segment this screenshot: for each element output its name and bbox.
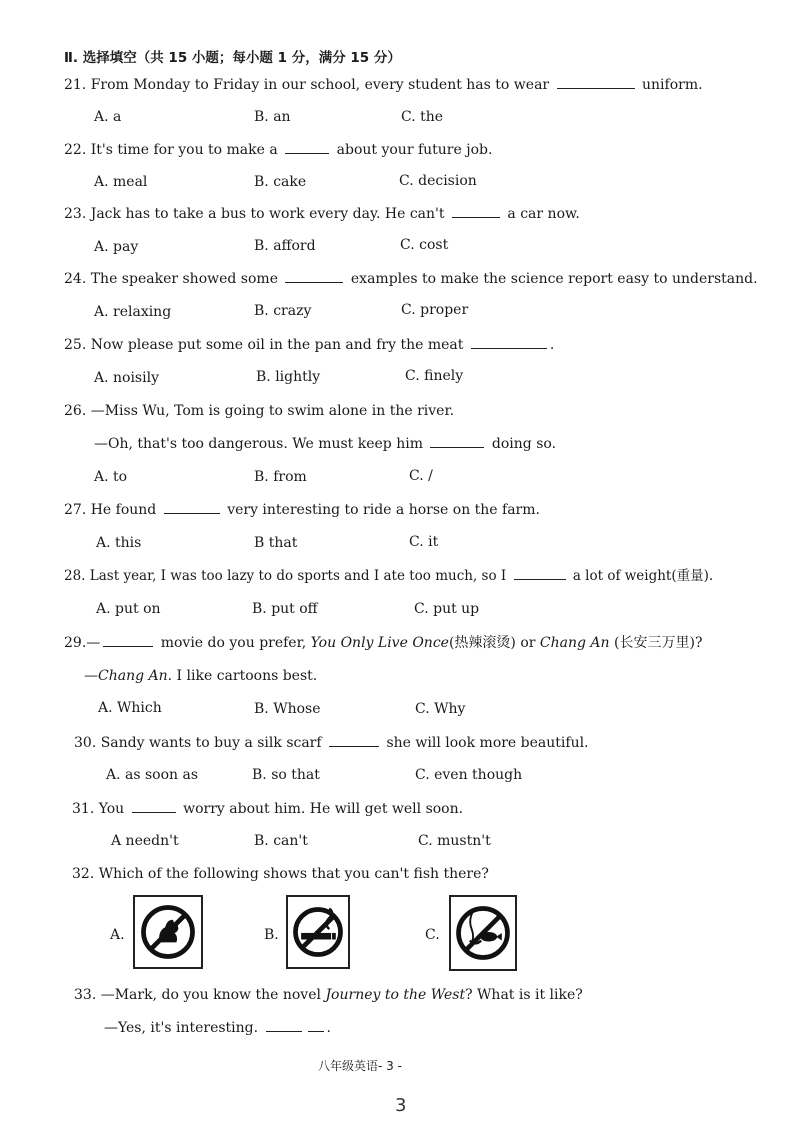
question-text: The speaker showed some [90,271,278,287]
option-b: B. Whose [254,701,321,717]
question-text: movie do you prefer, [160,635,307,651]
option-b-label: B. [264,927,279,943]
question-number: 27. [64,502,87,518]
question-number: 31. [72,801,95,817]
option-a: A. noisily [94,370,159,386]
option-c: C. mustn't [418,833,491,849]
option-b: B. cake [254,174,307,190]
option-c: C. cost [400,237,449,253]
question-29 [64,634,702,652]
question-number: 25. [64,337,87,353]
movie-title-2-cn: (长安三万里)? [614,635,703,651]
option-c: C. put up [414,601,480,617]
answer-blank [308,1019,324,1032]
question-number: 28. [64,568,86,584]
question-27 [64,501,540,519]
reply-title: —Chang An. [84,668,173,684]
question-31 [72,800,463,818]
question-text-end: . [549,337,555,353]
option-a: A. as soon as [106,767,199,783]
option-a: A. relaxing [94,304,172,320]
question-32 [72,865,489,883]
novel-title: Journey to the West [325,987,466,1003]
option-b: B. afford [254,238,316,254]
option-a: A. meal [94,174,148,190]
question-text: —Mark, do you know the novel [100,987,321,1003]
question-text: —Miss Wu, Tom is going to swim alone in the river. [90,403,455,419]
question-text-end: a car now. [507,206,580,222]
question-number: 29. [64,635,87,651]
option-c: C. proper [401,302,469,318]
movie-title-2: Chang An [539,635,610,651]
question-text: Jack has to take a bus to work every day. He can't [90,206,445,222]
answer-blank [452,205,500,218]
option-b: B. can't [254,833,308,849]
question-26-reply [94,435,556,453]
question-text-end: uniform. [642,77,703,93]
no-fishing-sign-icon [449,895,517,971]
option-c: C. it [409,534,439,550]
question-text-end: a lot of weight(重量). [572,568,714,584]
answer-blank [471,336,547,349]
answer-blank [285,141,329,154]
question-33 [74,986,583,1004]
question-number: 33. [74,987,97,1003]
dash: — [86,635,101,651]
no-animals-sign-icon [133,895,203,969]
question-number: 22. [64,142,87,158]
question-text: You [98,801,125,817]
question-text: He found [90,502,157,518]
question-29-reply [84,667,317,685]
question-text: It's time for you to make a [90,142,278,158]
option-c: C. / [409,468,433,484]
option-b: B. from [254,469,307,485]
option-b: B. lightly [256,369,321,385]
question-number: 23. [64,206,87,222]
option-a: A. to [94,469,128,485]
question-23 [64,205,580,223]
no-smoking-sign-icon [286,895,350,969]
answer-blank [430,435,484,448]
question-text: Now please put some oil in the pan and fry the meat [90,337,464,353]
answer-blank [514,567,566,580]
answer-blank [103,634,153,647]
option-a: A. a [94,109,122,125]
option-c: C. even though [415,767,523,783]
option-a: A. pay [94,239,139,255]
question-number: 26. [64,403,87,419]
question-number: 32. [72,866,95,882]
option-b: B. an [254,109,291,125]
movie-title-1-cn: (热辣滚烫) [448,635,516,651]
reply-text: —Yes, it's interesting. [104,1020,259,1036]
question-28 [64,567,713,585]
reply-text: I like cartoons best. [176,668,318,684]
question-text: From Monday to Friday in our school, every student has to wear [90,77,550,93]
option-c: C. decision [399,173,477,189]
option-b: B. so that [252,767,320,783]
option-c-label: C. [425,927,440,943]
option-b: B that [254,535,298,551]
question-26 [64,402,454,420]
reply-text: —Oh, that's too dangerous. We must keep him [94,436,423,452]
question-text-end: examples to make the science report easy to understand. [350,271,758,287]
question-25 [64,336,554,354]
question-text: Which of the following shows that you can't fish there? [98,866,489,882]
answer-blank [285,270,343,283]
answer-blank [164,501,220,514]
page-footer: 八年级英语- 3 - [318,1059,402,1073]
option-b: B. put off [252,601,318,617]
question-text-end: ? What is it like? [465,987,583,1003]
section-title: Ⅱ. 选择填空（共 15 小题；每小题 1 分，满分 15 分） [64,50,401,66]
question-text-end: about your future job. [336,142,493,158]
option-a: A. this [96,535,142,551]
answer-blank [266,1019,302,1032]
question-text: Sandy wants to buy a silk scarf [100,735,322,751]
question-30 [74,734,589,752]
or-text: or [520,635,536,651]
answer-blank [132,800,176,813]
option-b: B. crazy [254,303,312,319]
question-21 [64,76,703,94]
question-number: 21. [64,77,87,93]
page-number: 3 [395,1095,407,1116]
answer-blank [329,734,379,747]
question-text: Last year, I was too lazy to do sports and I ate too much, so I [89,568,507,584]
movie-title-1: You Only Live Once [310,635,449,651]
option-c: C. Why [415,701,466,717]
question-24 [64,270,758,288]
question-text-end: worry about him. He will get well soon. [183,801,464,817]
question-22 [64,141,492,159]
question-number: 24. [64,271,87,287]
option-a: A needn't [111,833,179,849]
option-a: A. put on [96,601,161,617]
question-text-end: she will look more beautiful. [386,735,589,751]
option-c: C. finely [405,368,464,384]
option-a: A. Which [98,700,162,716]
question-33-reply: —Yes, it's interesting. . [104,1020,331,1036]
option-a-label: A. [110,927,125,943]
reply-text-end: doing so. [491,436,557,452]
option-c: C. the [401,109,444,125]
question-number: 30. [74,735,97,751]
question-text-end: very interesting to ride a horse on the farm. [227,502,540,518]
answer-blank [557,76,635,89]
